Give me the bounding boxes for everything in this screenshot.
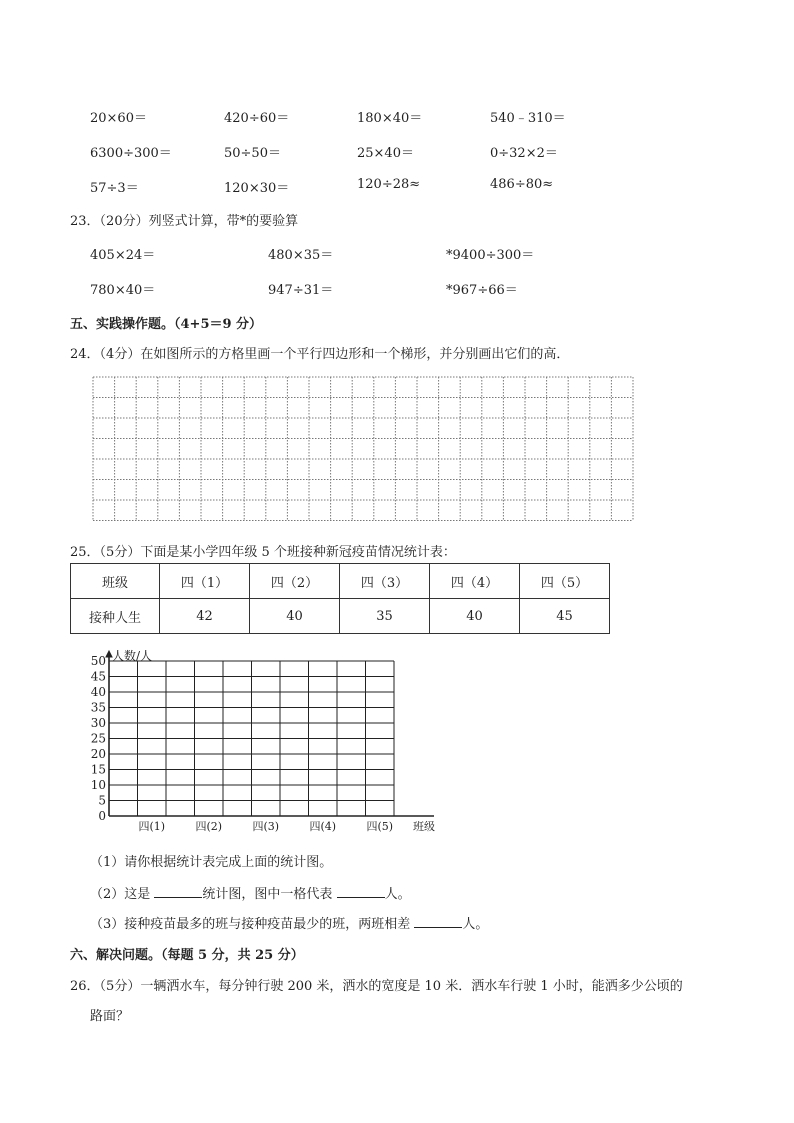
mental-calc-item: 420÷60＝ bbox=[224, 111, 290, 126]
table-header-cell: 四（3） bbox=[340, 564, 430, 599]
y-tick-label: 15 bbox=[90, 762, 106, 777]
table-cell: 35 bbox=[340, 599, 430, 634]
mental-calc-item: 180×40＝ bbox=[357, 111, 423, 126]
table-cell: 42 bbox=[160, 599, 250, 634]
y-tick-label: 25 bbox=[90, 731, 106, 746]
drawing-grid[interactable] bbox=[92, 376, 634, 522]
mental-calc-item: 0÷32×2＝ bbox=[490, 146, 558, 161]
mental-calc-item: 25×40＝ bbox=[357, 146, 414, 161]
table-header-cell: 四（1） bbox=[160, 564, 250, 599]
table-header-cell: 四（4） bbox=[430, 564, 520, 599]
bar-chart[interactable] bbox=[88, 642, 463, 834]
vertical-calc-item: 780×40＝ bbox=[90, 283, 156, 298]
y-tick-label: 35 bbox=[90, 700, 106, 715]
y-tick-label: 45 bbox=[90, 669, 106, 684]
y-tick-label: 10 bbox=[90, 778, 106, 792]
vertical-calc-item: 480×35＝ bbox=[268, 248, 334, 263]
table-header-cell: 四（2） bbox=[250, 564, 340, 599]
mental-calc-item: 540﹣310＝ bbox=[490, 111, 566, 126]
mental-calc-item: 57÷3＝ bbox=[90, 181, 139, 196]
question-25-sub2 bbox=[90, 883, 411, 902]
x-tick-label: 四(2) bbox=[195, 820, 223, 833]
table-cell: 40 bbox=[430, 599, 520, 634]
question-24-text: 24．（4分）在如图所示的方格里画一个平行四边形和一个梯形，并分别画出它们的高． bbox=[70, 347, 570, 362]
question-25-title: 25．（5分）下面是某小学四年级 5 个班接种新冠疫苗情况统计表： bbox=[70, 545, 456, 560]
section-five-heading: 五、实践操作题。（4+5＝9 分） bbox=[70, 317, 263, 332]
question-26-text: 26．（5分）一辆洒水车，每分钟行驶 200 米，洒水的宽度是 10 米．洒水车行驶 1 小时，能洒多少公顷的 bbox=[70, 979, 683, 994]
question-25-sub3 bbox=[90, 913, 488, 932]
sub3-text-a: （3）接种疫苗最多的班与接种疫苗最少的班，两班相差 bbox=[90, 917, 411, 932]
vaccination-stats-table bbox=[70, 563, 610, 634]
vertical-calc-item: 405×24＝ bbox=[90, 248, 156, 263]
table-header-cell: 四（5） bbox=[520, 564, 610, 599]
answer-blank[interactable] bbox=[337, 885, 385, 898]
sub2-text-c: 人。 bbox=[384, 887, 411, 902]
x-tick-label: 四(3) bbox=[252, 820, 280, 833]
y-axis-label: 人数/人 bbox=[112, 649, 153, 663]
sub3-text-b: 人。 bbox=[462, 917, 489, 932]
table-row bbox=[71, 599, 610, 634]
x-tick-label: 四(4) bbox=[309, 820, 337, 833]
table-cell: 40 bbox=[250, 599, 340, 634]
y-tick-label: 40 bbox=[90, 685, 106, 699]
answer-blank[interactable] bbox=[414, 915, 462, 928]
question-25-sub1: （1）请你根据统计表完成上面的统计图。 bbox=[90, 855, 333, 870]
y-tick-label: 20 bbox=[90, 747, 106, 761]
section-six-heading: 六、解决问题。（每题 5 分，共 25 分） bbox=[70, 948, 304, 963]
y-tick-label: 5 bbox=[98, 793, 106, 808]
mental-calc-item: 120÷28≈ bbox=[357, 177, 421, 192]
mental-calc-item: 50÷50＝ bbox=[224, 146, 281, 161]
table-header-cell: 班级 bbox=[71, 564, 160, 599]
y-tick-label: 30 bbox=[90, 716, 106, 730]
sub2-text-a: （2）这是 bbox=[90, 887, 151, 902]
table-header-row bbox=[71, 564, 610, 599]
x-axis-label: 班级 bbox=[413, 820, 435, 833]
vertical-calc-item: *9400÷300＝ bbox=[446, 248, 535, 263]
y-tick-label: 0 bbox=[98, 809, 106, 823]
answer-blank[interactable] bbox=[154, 885, 202, 898]
table-cell: 45 bbox=[520, 599, 610, 634]
x-tick-label: 四(5) bbox=[366, 820, 394, 833]
vertical-calc-item: *967÷66＝ bbox=[446, 283, 518, 298]
mental-calc-item: 20×60＝ bbox=[90, 111, 147, 126]
mental-calc-item: 6300÷300＝ bbox=[90, 146, 172, 161]
sub2-text-b: 统计图，图中一格代表 bbox=[202, 887, 333, 902]
mental-calc-item: 486÷80≈ bbox=[490, 177, 554, 192]
vertical-calc-item: 947÷31＝ bbox=[268, 283, 334, 298]
table-row-label: 接种人生 bbox=[71, 599, 160, 634]
x-tick-label: 四(1) bbox=[138, 820, 166, 833]
question-23-title: 23．（20分）列竖式计算，带*的要验算 bbox=[70, 214, 299, 229]
y-tick-label: 50 bbox=[90, 654, 106, 668]
question-26-text-cont: 路面？ bbox=[90, 1009, 130, 1024]
mental-calc-item: 120×30＝ bbox=[224, 181, 290, 196]
